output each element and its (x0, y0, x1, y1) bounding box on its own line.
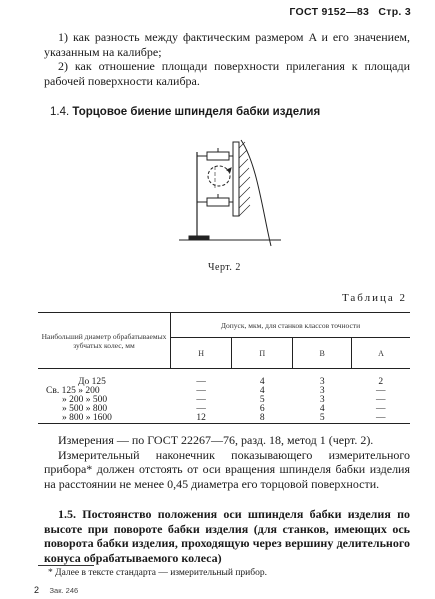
value-cell: 12 (171, 414, 232, 424)
footnote-rule (38, 565, 94, 566)
range-cell: Св. 125 » 200 (46, 386, 100, 396)
page-number: 2 (34, 585, 40, 595)
column-header: П (232, 338, 293, 369)
figure-drawing (175, 138, 285, 250)
tip-paragraph: Измерительный наконечник показывающего измерительного прибора* должен отстоять от оси вращения шпинделя бабки изделия на расстоянии не менее 0,45 диаметра его торцовой поверхности. (44, 447, 410, 491)
section-15 (44, 507, 410, 565)
value-cell: — (352, 414, 410, 424)
row-header: Наибольший диаметр обрабатываемых зубчатых колес, мм (38, 313, 171, 369)
value-cell: 2 (378, 377, 384, 387)
range-cell: До 125 (78, 377, 106, 387)
value-cell: 3 (319, 377, 325, 387)
measure-paragraph: Измерения — по ГОСТ 22267—76, разд. 18, метод 1 (черт. 2). (58, 433, 374, 447)
tolerance-table (38, 312, 410, 424)
standard-number: ГОСТ 9152—83 (289, 6, 370, 18)
value-cell: — (376, 386, 386, 396)
value-cell: 4 (259, 377, 265, 387)
value-cell: 3 (319, 395, 325, 405)
figure-caption: Черт. 2 (208, 262, 241, 273)
value-cell: — (376, 395, 386, 405)
table-caption: Таблица 2 (341, 292, 407, 304)
value-cell: — (196, 404, 206, 414)
range-cell: » 500 » 800 (62, 404, 108, 414)
value-cell: 5 (259, 395, 265, 405)
value-cell: 4 (259, 386, 265, 396)
range-cell: » 800 » 1600 (38, 414, 171, 424)
value-cell: — (196, 377, 206, 387)
intro-item-1: 1) как разность между фактическим размером A и его значением, указанным на калибре; (44, 30, 410, 59)
value-cell: 3 (319, 386, 325, 396)
footnote-text: * Далее в тексте стандарта — измерительный прибор. (48, 568, 267, 578)
body-contour (241, 140, 271, 246)
column-header: А (352, 338, 410, 369)
value-cell: 8 (232, 414, 293, 424)
value-cell: 5 (293, 414, 352, 424)
section-heading (50, 106, 320, 118)
order-number: Зак. 246 (49, 586, 79, 595)
section-15-text: 1.5. Постоянство положения оси шпинделя бабки изделия по высоте при повороте бабки изделия (для станков, имеющих ось поворота бабки изделия, проходящую через вершину делительного конуса обрабатываемого колеса) (44, 507, 410, 565)
footnote (38, 568, 408, 578)
indicator-lower (207, 198, 229, 206)
value-cell: — (196, 395, 206, 405)
measurement-text (44, 433, 410, 491)
dial-circle (208, 166, 230, 186)
page-footer (34, 585, 78, 595)
value-cell: 4 (319, 404, 325, 414)
section-number: 1.4. (50, 106, 70, 118)
value-cell: — (196, 386, 206, 396)
value-cell: — (376, 404, 386, 414)
intro-item-2: 2) как отношение площади поверхности прилегания к площади рабочей поверхности калибра. (44, 59, 410, 88)
range-cell: » 200 » 500 (62, 395, 108, 405)
group-header: Допуск, мкм, для станков классов точности (171, 313, 411, 338)
page-label: Стр. 3 (378, 6, 411, 18)
page-header (283, 6, 411, 18)
stand-base (189, 236, 209, 240)
indicator-upper (207, 152, 229, 160)
section-title: Торцовое биение шпинделя бабки изделия (72, 106, 321, 118)
table-row (38, 414, 410, 424)
spindle-block (233, 142, 239, 216)
intro-text (44, 30, 410, 88)
column-header: Н (171, 338, 232, 369)
column-header: В (293, 338, 352, 369)
value-cell: 6 (259, 404, 265, 414)
